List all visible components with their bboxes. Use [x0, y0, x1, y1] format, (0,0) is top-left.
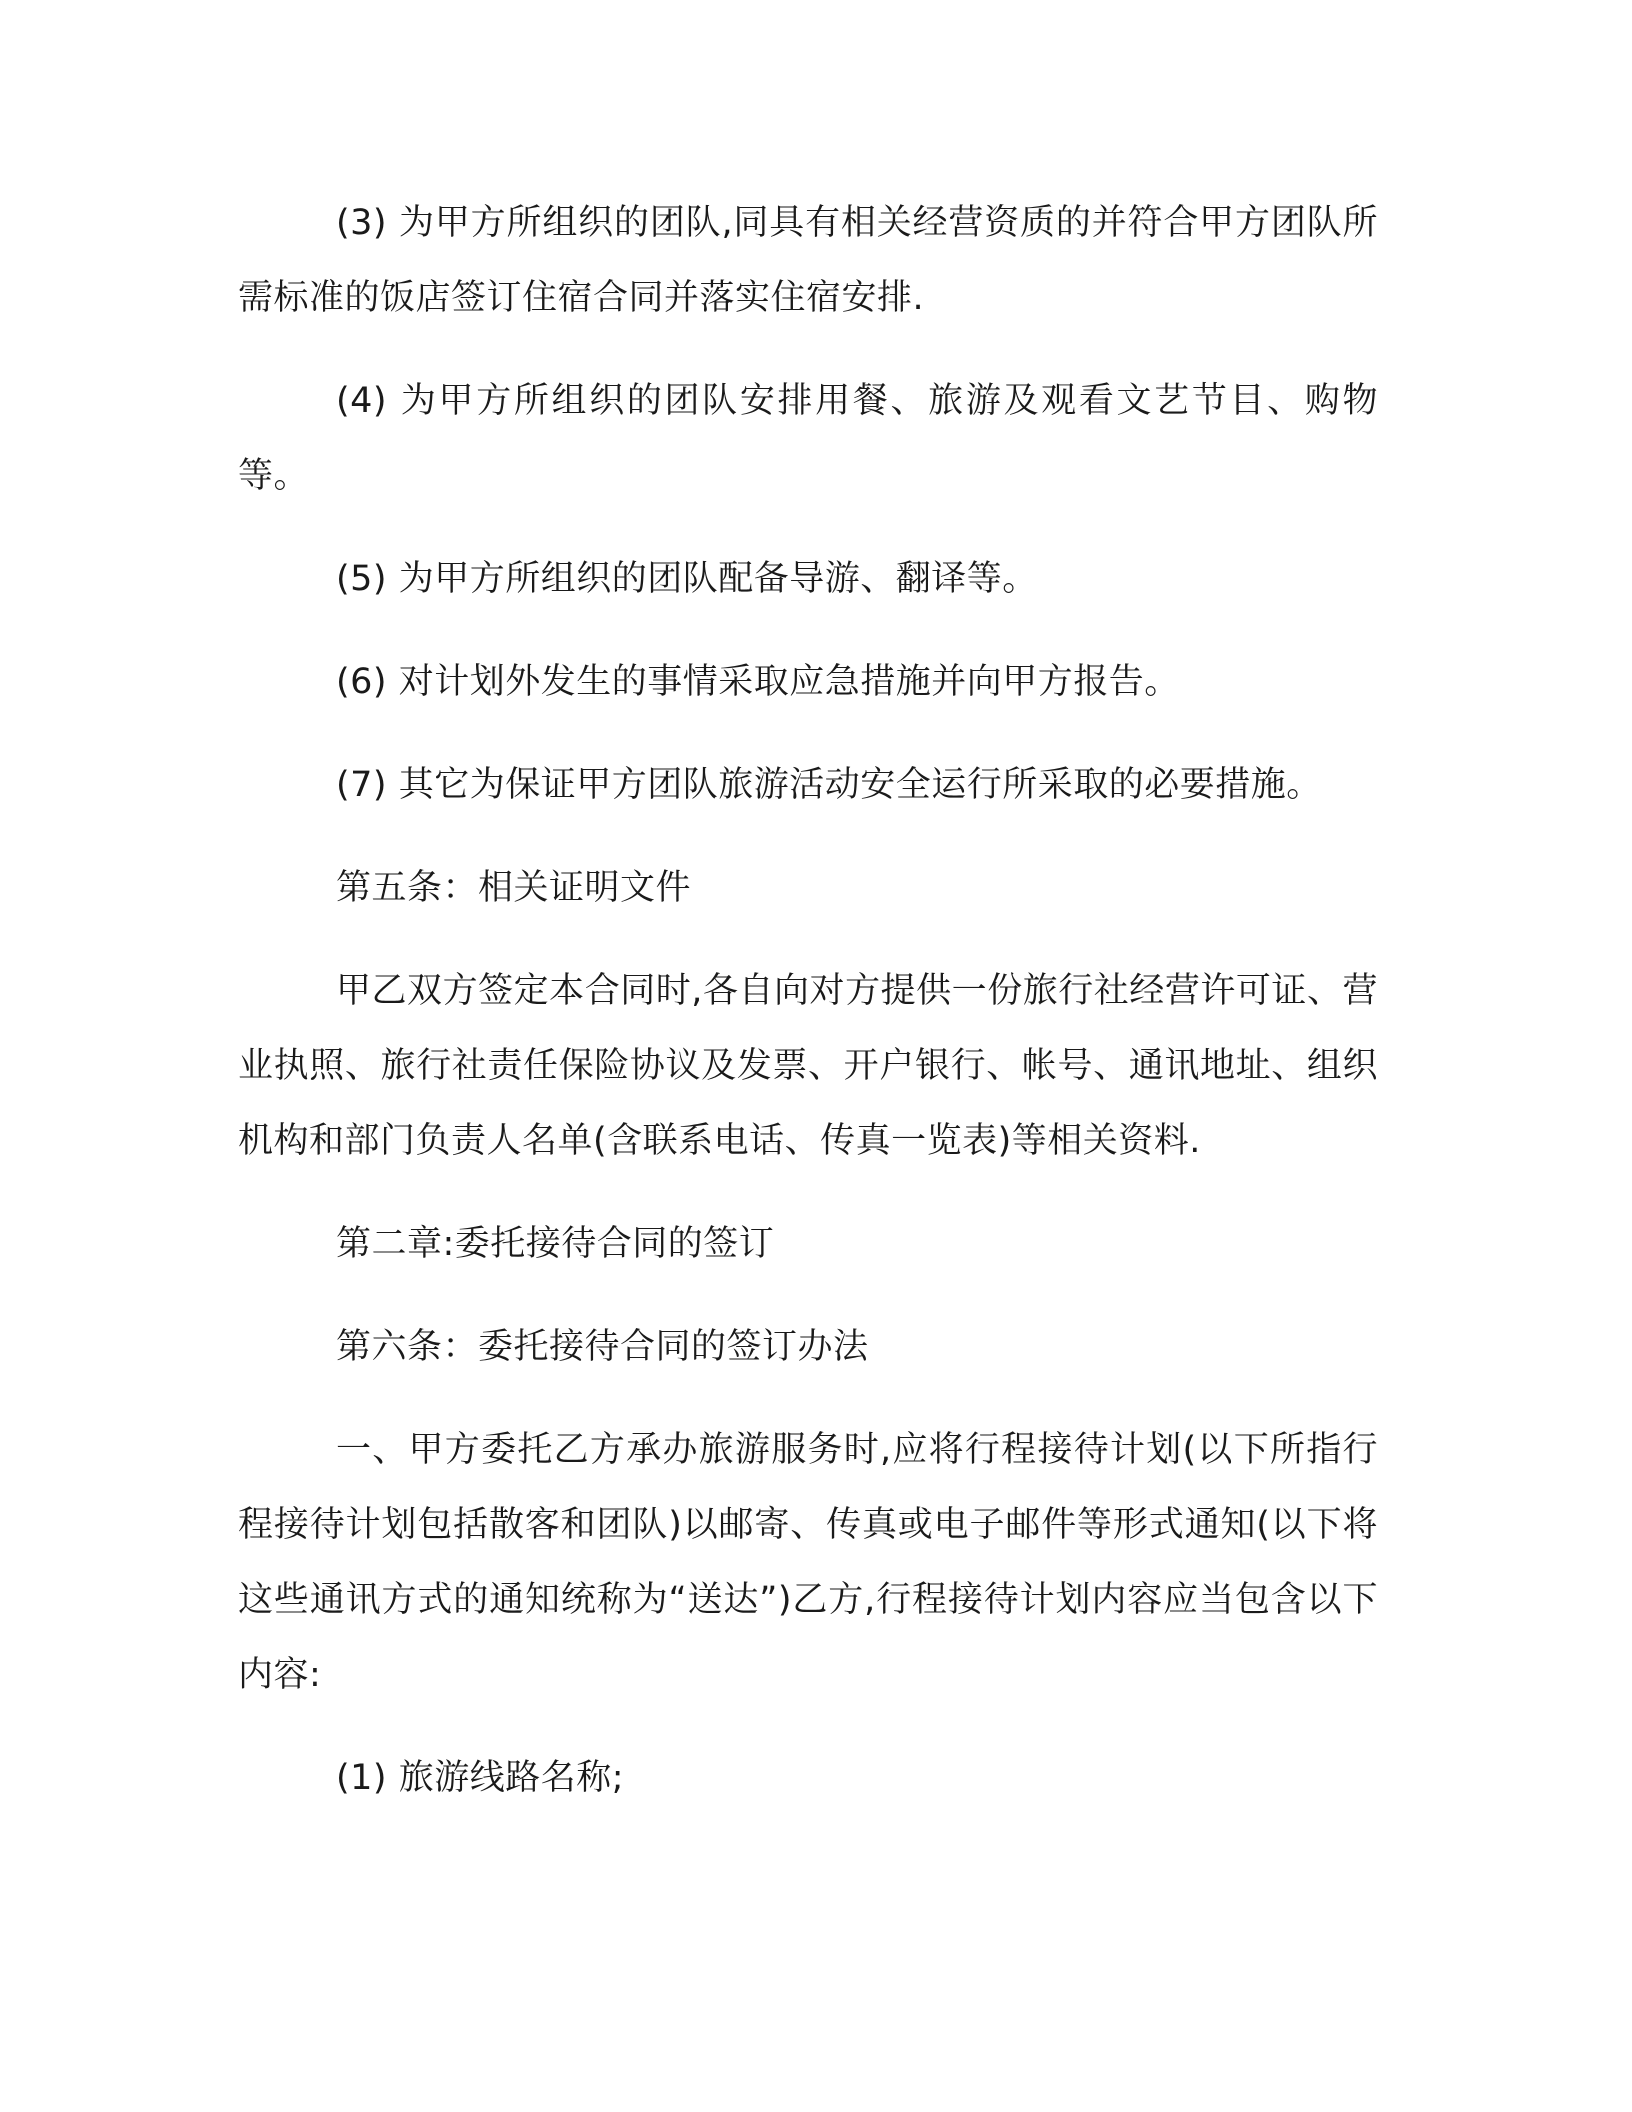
- article-6-heading: 第六条：委托接待合同的签订办法: [336, 1327, 869, 1367]
- clause-4: (4) 为甲方所组织的团队安排用餐、旅游及观看文艺节目、购物等。: [238, 381, 1378, 496]
- article-5-heading: 第五条：相关证明文件: [336, 868, 692, 908]
- article-6-item-1: 一、甲方委托乙方承办旅游服务时,应将行程接待计划(以下所指行程接待计划包括散客和团队)以邮寄、传真或电子邮件等形式通知(以下将这些通讯方式的通知统称为“送达”)乙方,行程接待计划内容应当包含以下内容:: [238, 1430, 1378, 1695]
- clause-6: (6) 对计划外发生的事情采取应急措施并向甲方报告。: [336, 662, 1180, 702]
- clause-5: (5) 为甲方所组织的团队配备导游、翻译等。: [336, 559, 1038, 599]
- clause-7: (7) 其它为保证甲方团队旅游活动安全运行所采取的必要措施。: [336, 765, 1322, 805]
- document-body: [238, 186, 1378, 1844]
- clause-3: (3) 为甲方所组织的团队,同具有相关经营资质的并符合甲方团队所需标准的饭店签订住宿合同并落实住宿安排.: [238, 203, 1378, 318]
- article-5-body: 甲乙双方签定本合同时,各自向对方提供一份旅行社经营许可证、营业执照、旅行社责任保险协议及发票、开户银行、帐号、通讯地址、组织机构和部门负责人名单(含联系电话、传真一览表)等相关资料.: [238, 971, 1378, 1161]
- chapter-2-heading: 第二章:委托接待合同的签订: [336, 1224, 775, 1264]
- route-name-item: (1) 旅游线路名称;: [336, 1758, 624, 1798]
